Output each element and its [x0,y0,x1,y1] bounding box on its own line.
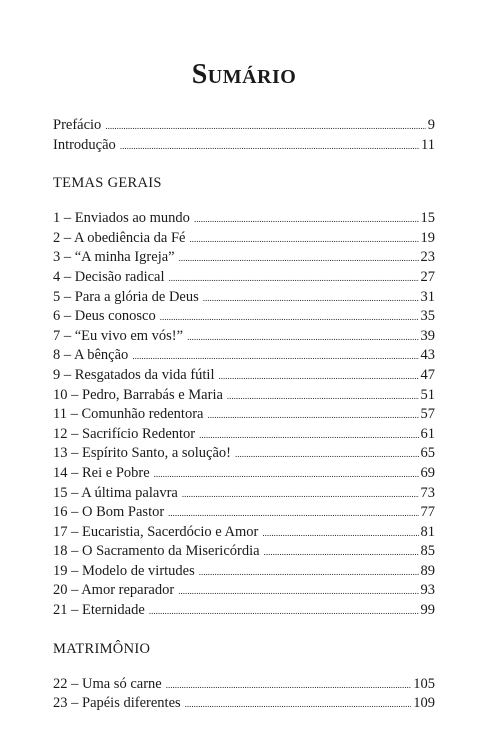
toc-entry-label: Prefácio [53,117,102,133]
dot-leader [169,269,419,289]
toc-entry[interactable] [53,523,435,543]
dot-leader [199,563,419,583]
dot-leader [132,347,418,367]
toc-entry[interactable] [53,503,435,523]
toc-entry[interactable] [53,405,435,425]
toc-entry[interactable] [53,581,435,601]
dot-leader [179,249,419,269]
dot-leader [187,328,418,348]
toc-entry[interactable] [53,386,435,406]
toc-entry-label: 3 – “A minha Igreja” [53,249,175,266]
toc-entry-page: 11 [421,136,435,153]
toc-entry-page: 93 [420,582,435,599]
toc-entry-page: 85 [420,543,435,560]
toc-entry[interactable] [53,209,435,229]
toc-entry-label: 21 – Eternidade [53,602,145,619]
toc-entry[interactable] [53,268,435,288]
toc-entry-label: 6 – Deus conosco [53,308,156,325]
dot-leader [235,445,418,465]
dot-leader [218,367,418,387]
toc-entry-label: 1 – Enviados ao mundo [53,210,190,227]
toc-entry-page: 99 [420,602,435,619]
toc-entry-label: 7 – “Eu vivo em vós!” [53,327,184,344]
toc-entry-label: 17 – Eucaristia, Sacerdócio e Amor [53,523,259,540]
temas-gerais-list [53,209,435,620]
toc-entry-prefacio[interactable] [53,116,435,136]
toc-entry-page: 81 [420,523,435,540]
toc-entry-page: 89 [420,562,435,579]
toc-entry-page: 77 [420,504,435,521]
dot-leader [168,504,418,524]
toc-entry-page: 9 [427,117,435,133]
toc-entry-page: 51 [420,386,435,403]
table-of-contents [53,58,435,714]
toc-entry[interactable] [53,601,435,621]
dot-leader [149,602,419,622]
toc-entry-label: 20 – Amor reparador [53,582,175,599]
dot-leader [185,695,412,715]
toc-entry[interactable] [53,562,435,582]
toc-entry-page: 109 [413,695,435,712]
dot-leader [182,485,419,505]
toc-entry[interactable] [53,542,435,562]
toc-entry-page: 61 [420,425,435,442]
toc-entry-label: 9 – Resgatados da vida fútil [53,366,215,383]
toc-entry-label: 18 – O Sacramento da Misericórdia [53,543,260,560]
front-matter-list [53,116,435,155]
toc-entry-label: 15 – A última palavra [53,484,178,501]
dot-leader [166,676,412,696]
dot-leader [154,465,419,485]
toc-entry[interactable] [53,366,435,386]
dot-leader [227,387,419,407]
toc-entry-label: 8 – A bênção [53,347,129,364]
dot-leader [264,543,419,563]
toc-entry-label: 10 – Pedro, Barrabás e Maria [53,386,223,403]
toc-entry-label: 5 – Para a glória de Deus [53,288,199,305]
toc-entry[interactable] [53,675,435,695]
toc-entry[interactable] [53,229,435,249]
section-heading-temas-gerais: TEMAS GERAIS [53,175,162,192]
toc-entry[interactable] [53,484,435,504]
page-title: Sumário [191,59,297,90]
toc-entry-page: 57 [420,406,435,423]
toc-entry-page: 23 [420,249,435,266]
toc-entry-label: 16 – O Bom Pastor [53,504,165,521]
toc-entry-label: 23 – Papéis diferentes [53,695,181,712]
dot-leader [178,582,418,602]
dot-leader [105,117,425,137]
toc-entry[interactable] [53,307,435,327]
toc-entry-page: 39 [420,327,435,344]
toc-entry-page: 15 [420,210,435,227]
toc-entry-label: 22 – Uma só carne [53,675,162,692]
toc-entry-page: 43 [420,347,435,364]
toc-entry[interactable] [53,288,435,308]
toc-entry-introducao[interactable] [53,136,435,156]
toc-entry-page: 31 [420,288,435,305]
toc-entry[interactable] [53,327,435,347]
toc-entry-page: 35 [420,308,435,325]
toc-entry[interactable] [53,444,435,464]
toc-entry-label: 2 – A obediência da Fé [53,229,186,246]
toc-entry-page: 73 [420,484,435,501]
matrimonio-list [53,675,435,714]
toc-entry-page: 27 [420,268,435,285]
dot-leader [189,230,418,250]
toc-entry[interactable] [53,346,435,366]
dot-leader [194,210,419,230]
toc-entry-label: 4 – Decisão radical [53,268,165,285]
dot-leader [120,137,419,157]
toc-entry-page: 47 [420,366,435,383]
dot-leader [160,308,419,328]
toc-entry[interactable] [53,694,435,714]
toc-entry[interactable] [53,248,435,268]
toc-entry-label: 11 – Comunhão redentora [53,406,204,423]
toc-entry-page: 105 [413,675,435,692]
toc-entry-label: 13 – Espírito Santo, a solução! [53,445,232,462]
toc-entry[interactable] [53,464,435,484]
toc-entry-page: 69 [420,464,435,481]
toc-entry-page: 65 [420,445,435,462]
toc-entry-label: 14 – Rei e Pobre [53,464,150,481]
dot-leader [203,289,419,309]
dot-leader [207,406,418,426]
toc-entry-label: 19 – Modelo de virtudes [53,562,195,579]
toc-entry[interactable] [53,425,435,445]
dot-leader [199,426,418,446]
dot-leader [262,524,418,544]
toc-entry-label: 12 – Sacrifício Redentor [53,425,196,442]
toc-entry-label: Introdução [53,136,116,153]
toc-entry-page: 19 [420,229,435,246]
section-heading-matrimonio: MATRIMÔNIO [53,640,151,657]
